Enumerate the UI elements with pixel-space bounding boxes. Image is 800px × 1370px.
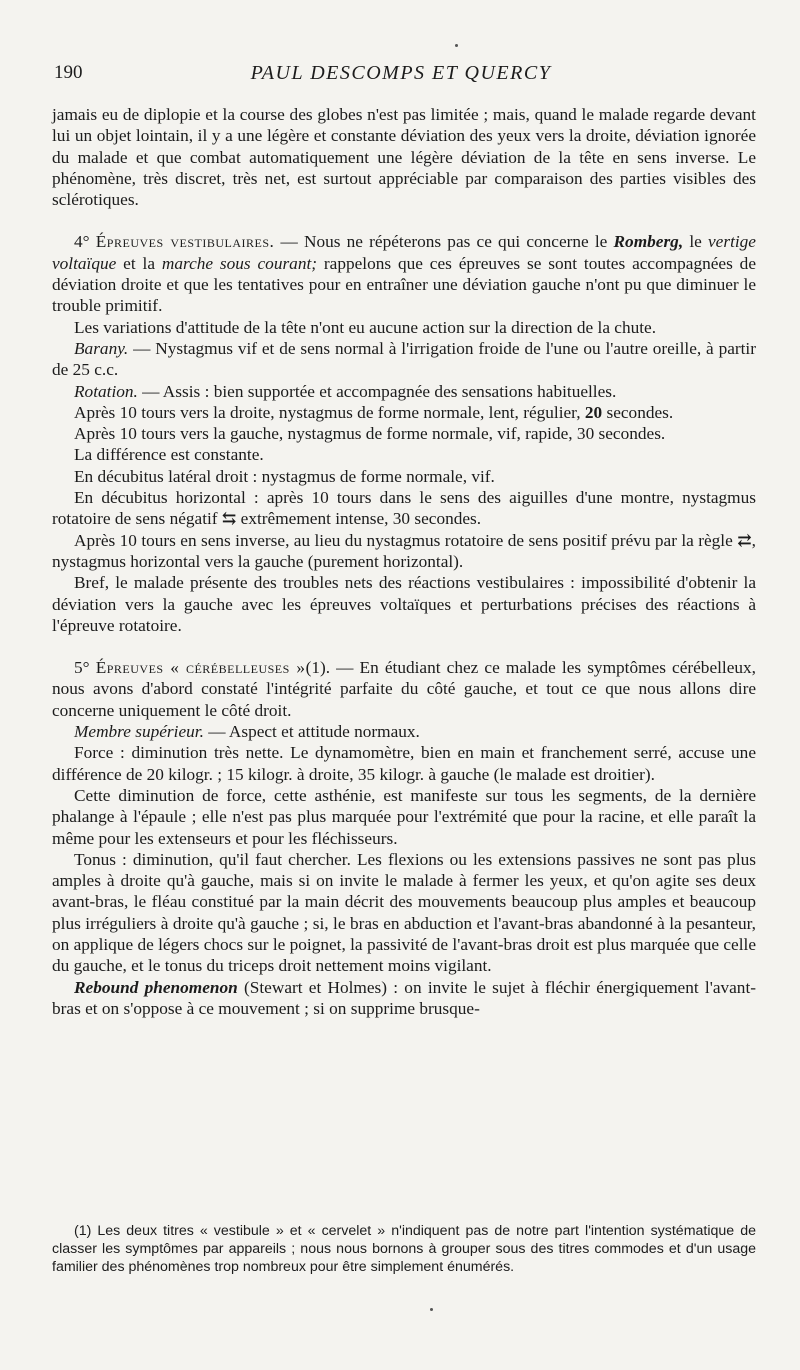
section-heading-vestibular: Épreuves vestibulaires. — [95, 232, 275, 252]
paragraph-inverse-turns — [52, 530, 756, 573]
label-barany: Barany. — [74, 338, 129, 358]
label-rotation: Rotation. — [74, 381, 138, 401]
paragraph-difference: La différence est constante. — [74, 445, 264, 465]
text-run: En décubitus horizontal : après 10 tours dans le sens des aiguilles d'une montre, nystagmus rotatoire de sens négatif — [52, 488, 756, 529]
term-vertige-voltaique: vertige voltaïque — [52, 232, 756, 273]
text-run: — Nystagmus vif et de sens normal à l'irrigation froide de l'une ou l'autre oreille, à partir de 25 c.c. — [52, 338, 756, 380]
footnote-ref: (1). — [305, 658, 331, 678]
term-romberg: Romberg, — [613, 232, 684, 252]
paragraph-left-turns: Après 10 tours vers la gauche, nystagmus de forme normale, vif, rapide, 30 secondes. — [74, 424, 666, 444]
section-number: 4° — [74, 232, 90, 252]
paragraph-tonus: Tonus : diminution, qu'il faut chercher. Les flexions ou les extensions passives ne sont pas plus amples à droite qu'à gauche, mais si on invite le malade à fermer les yeux, et qu'on agite ses deux avant-bras, le fléau constitué par la main décrit des mouvements beaucoup plus amples et beaucoup plus irréguliers à droite qu'à gauche ; si, le bras en abduction et l'avant-bras abandonné à la pesanteur, on applique de légers chocs sur le poignet, la passivité de l'avant-bras droit est plus marquée que celle du gauche, et le tonus du triceps droit nettement moins vigilant. — [52, 849, 756, 976]
print-speck — [430, 1308, 433, 1311]
section-heading-cerebellar: Épreuves « cérébelleuses » — [95, 658, 306, 678]
paragraph-head-attitude: Les variations d'attitude de la tête n'ont eu aucune action sur la direction de la chute. — [74, 317, 657, 337]
paragraph-rebound — [52, 977, 756, 1020]
section-number: 5° — [74, 658, 90, 678]
bold-value: 20 — [584, 402, 603, 422]
text-run: le — [683, 232, 708, 252]
text-run: , nystagmus horizontal vers la gauche (purement horizontal). — [52, 530, 756, 571]
text-run: extrêmement intense, 30 secondes. — [236, 509, 482, 529]
term-marche-sous-courant: marche sous courant; — [161, 253, 318, 273]
text-run: — Aspect et attitude normaux. — [203, 722, 420, 742]
text-run: — En étudiant chez ce malade les symptômes cérébelleux, nous avons d'abord constaté l'intégrité parfaite du côté gauche, et tout ce que nous allons dire concerne uniquement le côté droit. — [52, 658, 756, 720]
paragraph-rotation — [52, 381, 756, 402]
paragraph-right-turns — [52, 402, 756, 423]
text-run: Après 10 tours vers la droite, nystagmus de forme normale, lent, régulier, — [74, 402, 585, 422]
footnotes — [52, 1223, 756, 1276]
paragraph-asthenia: Cette diminution de force, cette asthénie, est manifeste sur tous les segments, de la dernière phalange à l'épaule ; elle n'est pas plus marquée pour l'extrémité que pour la racine, et elle paraît la même pour les extenseurs et pour les fléchisseurs. — [52, 785, 756, 848]
positive-rotation-arrow-icon: ⇄ — [737, 530, 752, 550]
paragraph-force: Force : diminution très nette. Le dynamomètre, bien en main et franchement serré, accuse une différence de 20 kilogr. ; 15 kilogr. à droite, 35 kilogr. à gauche (le malade est droitier). — [52, 743, 756, 784]
paragraph-lateral-decubitus: En décubitus latéral droit : nystagmus de forme normale, vif. — [74, 466, 495, 486]
paragraph-horizontal-decubitus — [52, 487, 756, 530]
text-run: secondes. — [602, 402, 674, 422]
text-run: rappelons que ces épreuves se sont toutes accompagnées de déviation droite et que les tentatives pour en entraîner une déviation gauche n'ont pu que diminuer le trouble primitif. — [52, 253, 756, 316]
page-number: 190 — [54, 62, 83, 83]
paragraph-cerebellar-tests — [52, 657, 756, 721]
footnote-1: (1) Les deux titres « vestibule » et « cervelet » n'indiquent pas de notre part l'intention systématique de classer les symptômes par appareils ; nous nous bornons à grouper sous des titres commodes et d'un usage familier des phénomènes trop nombreux pour être simplement énumérés. — [52, 1223, 756, 1275]
running-title: PAUL DESCOMPS ET QUERCY — [250, 62, 552, 84]
text-run: Après 10 tours en sens inverse, au lieu du nystagmus rotatoire de sens positif prévu par la règle — [74, 530, 738, 550]
paragraph-continuation: jamais eu de diplopie et la course des globes n'est pas limitée ; mais, quand le malade regarde devant lui un objet lointain, il y a une légère et constante déviation des yeux vers la droite, déviation ignorée du malade et que combat automatiquement une légère déviation de la tête en sens inverse. Le phénomène, très discret, très net, est surtout appréciable par comparaison des parties visibles des sclérotiques. — [52, 105, 756, 210]
paragraph-barany — [52, 338, 756, 381]
negative-rotation-arrow-icon: ⇆ — [221, 509, 237, 529]
paragraph-vestibular-tests — [52, 231, 756, 316]
term-rebound-phenomenon: Rebound phenomenon — [74, 977, 238, 997]
text-run: (Stewart et Holmes) : on invite le sujet à fléchir énergiquement l'avant-bras et on s'oppose à ce mouvement ; si on supprime brusque- — [52, 977, 757, 1018]
text-run: — Assis : bien supportée et accompagnée des sensations habituelles. — [137, 381, 617, 401]
paragraph-upper-limb — [52, 721, 756, 742]
text-run: — Nous ne répéterons pas ce qui concerne le — [274, 232, 614, 252]
paragraph-summary: Bref, le malade présente des troubles nets des réactions vestibulaires : impossibilité d'obtenir la déviation vers la gauche avec les épreuves voltaïques et perturbations précises des réactions à l'épreuve rotatoire. — [52, 573, 756, 635]
text-run: et la — [116, 253, 162, 273]
page-header — [54, 62, 748, 92]
print-speck — [455, 44, 458, 47]
label-membre-superieur: Membre supérieur. — [74, 722, 204, 742]
body-text — [52, 104, 756, 1019]
